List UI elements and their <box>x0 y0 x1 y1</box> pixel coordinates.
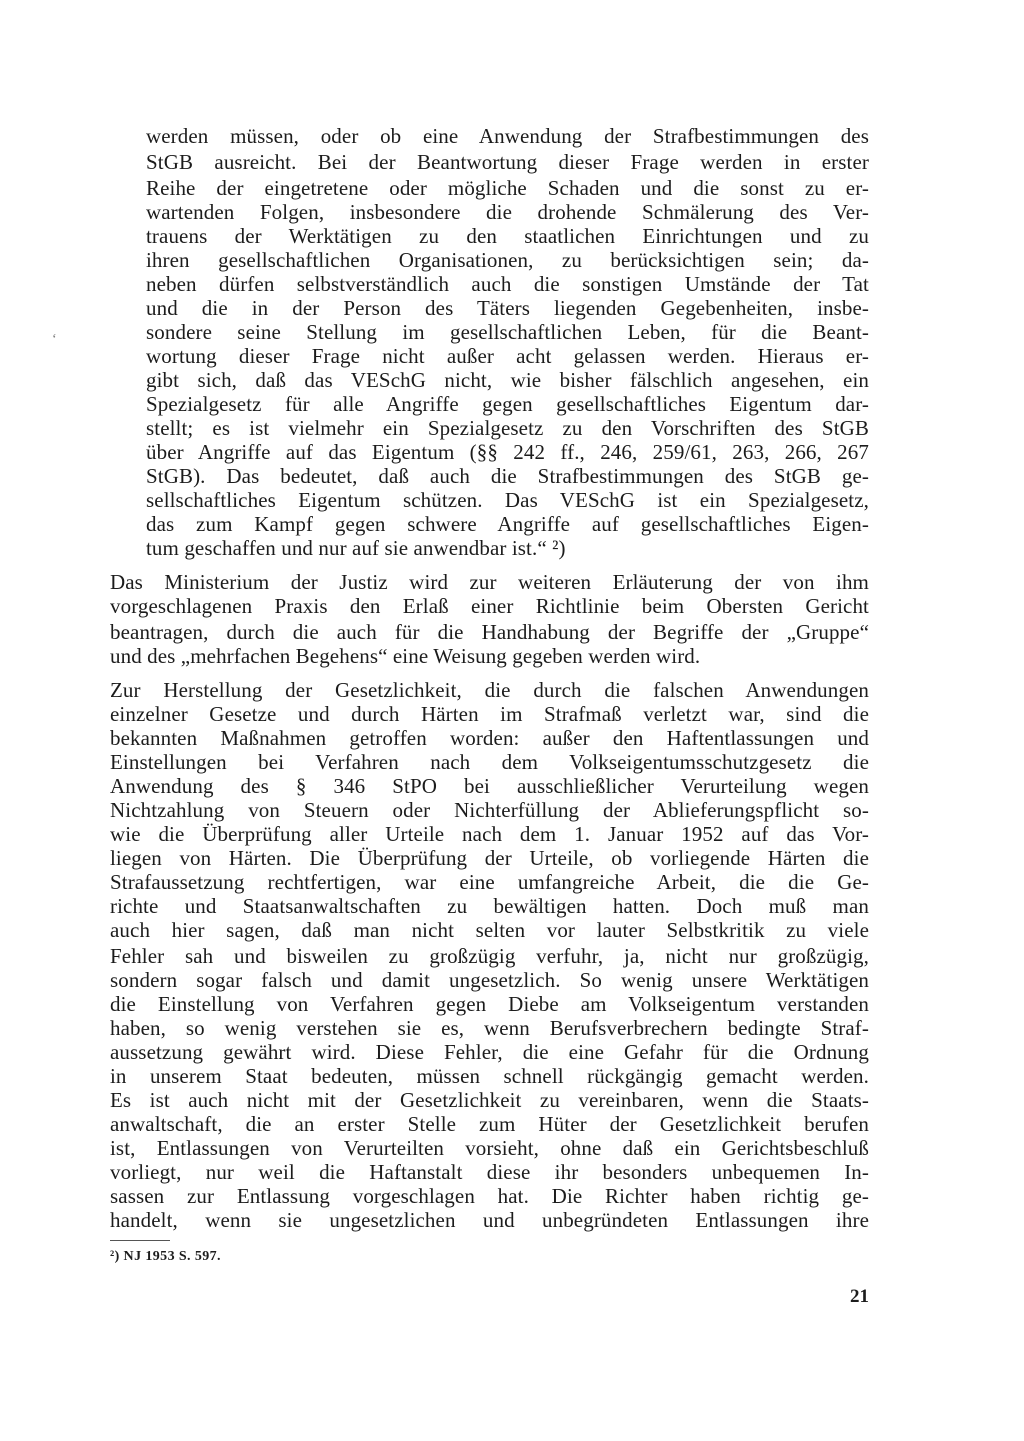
text-line: Einstellungen bei Verfahren nach dem Volkseigentumsschutzgesetz die <box>110 750 869 774</box>
text-line: vorliegt, nur weil die Haftanstalt diese ihr besonders unbequemen In- <box>110 1160 869 1184</box>
text-line: Nichtzahlung von Steuern oder Nichterfüllung der Ablieferungspflicht so- <box>110 798 869 822</box>
text-line: über Angriffe auf das Eigentum (§§ 242 ff., 246, 259/61, 263, 266, 267 <box>146 440 869 464</box>
page-number: 21 <box>850 1286 869 1307</box>
text-line: wortung dieser Frage nicht außer acht gelassen werden. Hieraus er- <box>146 344 869 368</box>
text-line: anwaltschaft, die an erster Stelle zum Hüter der Gesetzlichkeit berufen <box>110 1112 869 1136</box>
text-line: StGB ausreicht. Bei der Beantwortung dieser Frage werden in erster <box>146 150 869 174</box>
text-line: trauens der Werktätigen zu den staatlichen Einrichtungen und zu <box>146 224 869 248</box>
text-line: handelt, wenn sie ungesetzlichen und unbegründeten Entlassungen ihre <box>110 1208 869 1232</box>
text-line: beantragen, durch die auch für die Handhabung der Begriffe der „Gruppe“ <box>110 620 869 644</box>
text-line: Zur Herstellung der Gesetzlichkeit, die durch die falschen Anwendungen <box>110 678 869 702</box>
footnote: ²) NJ 1953 S. 597. <box>110 1249 221 1264</box>
text-line: sellschaftliches Eigentum schützen. Das VESchG ist ein Spezialgesetz, <box>146 488 869 512</box>
text-line: Fehler sah und bisweilen zu großzügig verfuhr, ja, nicht nur großzügig, <box>110 944 869 968</box>
text-line: Strafaussetzung rechtfertigen, war eine umfangreiche Arbeit, die die Ge- <box>110 870 869 894</box>
text-line: wie die Überprüfung aller Urteile nach dem 1. Januar 1952 auf das Vor- <box>110 822 869 846</box>
text-line: das zum Kampf gegen schwere Angriffe auf gesellschaftliches Eigen- <box>146 512 869 536</box>
text-line: Spezialgesetz für alle Angriffe gegen gesellschaftliches Eigentum dar- <box>146 392 869 416</box>
text-line: ihren gesellschaftlichen Organisationen, zu berücksichtigen sein; da- <box>146 248 869 272</box>
text-line: Anwendung des § 346 StPO bei ausschließlicher Verurteilung wegen <box>110 774 869 798</box>
text-line: und die in der Person des Täters liegenden Gegebenheiten, insbe- <box>146 296 869 320</box>
text-line: bekannten Maßnahmen getroffen worden: außer den Haftentlassungen und <box>110 726 869 750</box>
text-line: Es ist auch nicht mit der Gesetzlichkeit zu vereinbaren, wenn die Staats- <box>110 1088 869 1112</box>
text-line: stellt; es ist vielmehr ein Spezialgesetz zu den Vorschriften des StGB <box>146 416 869 440</box>
text-line: und des „mehrfachen Begehens“ eine Weisung gegeben werden wird. <box>110 644 701 668</box>
text-line: gibt sich, daß das VESchG nicht, wie bisher fälschlich angesehen, ein <box>146 368 869 392</box>
text-line: werden müssen, oder ob eine Anwendung der Strafbestimmungen des <box>146 124 869 148</box>
text-line: StGB). Das bedeutet, daß auch die Strafbestimmungen des StGB ge- <box>146 464 869 488</box>
text-line: wartenden Folgen, insbesondere die drohende Schmälerung des Ver- <box>146 200 869 224</box>
text-line: tum geschaffen und nur auf sie anwendbar ist.“ ²) <box>146 536 566 560</box>
text-line: richte und Staatsanwaltschaften zu bewältigen hatten. Doch muß man <box>110 894 869 918</box>
text-line: ist, Entlassungen von Verurteilten vorsieht, ohne daß ein Gerichtsbeschluß <box>110 1136 869 1160</box>
text-line: einzelner Gesetze und durch Härten im Strafmaß verletzt war, sind die <box>110 702 869 726</box>
text-line: aussetzung gewährt wird. Diese Fehler, die eine Gefahr für die Ordnung <box>110 1040 869 1064</box>
text-line: liegen von Härten. Die Überprüfung der Urteile, ob vorliegende Härten die <box>110 846 869 870</box>
text-line: auch hier sagen, daß man nicht selten vor lauter Selbstkritik zu viele <box>110 918 869 942</box>
text-line: in unserem Staat bedeuten, müssen schnell rückgängig gemacht werden. <box>110 1064 869 1088</box>
footnote-divider <box>110 1240 170 1241</box>
text-line: sassen zur Entlassung vorgeschlagen hat. Die Richter haben richtig ge- <box>110 1184 869 1208</box>
text-line: sondere seine Stellung im gesellschaftlichen Leben, für die Beant- <box>146 320 869 344</box>
text-line: die Einstellung von Verfahren gegen Diebe am Volkseigentum verstanden <box>110 992 869 1016</box>
margin-speck: ʻ <box>52 332 57 347</box>
text-line: haben, so wenig verstehen sie es, wenn Berufsverbrechern bedingte Straf- <box>110 1016 869 1040</box>
text-line: sondern sogar falsch und damit ungesetzlich. So wenig unsere Werktätigen <box>110 968 869 992</box>
text-line: neben dürfen selbstverständlich auch die sonstigen Umstände der Tat <box>146 272 869 296</box>
text-line: vorgeschlagenen Praxis den Erlaß einer Richtlinie beim Obersten Gericht <box>110 594 869 618</box>
text-line: Reihe der eingetretene oder mögliche Schaden und die sonst zu er- <box>146 176 869 200</box>
text-line: Das Ministerium der Justiz wird zur weiteren Erläuterung der von ihm <box>110 570 869 594</box>
